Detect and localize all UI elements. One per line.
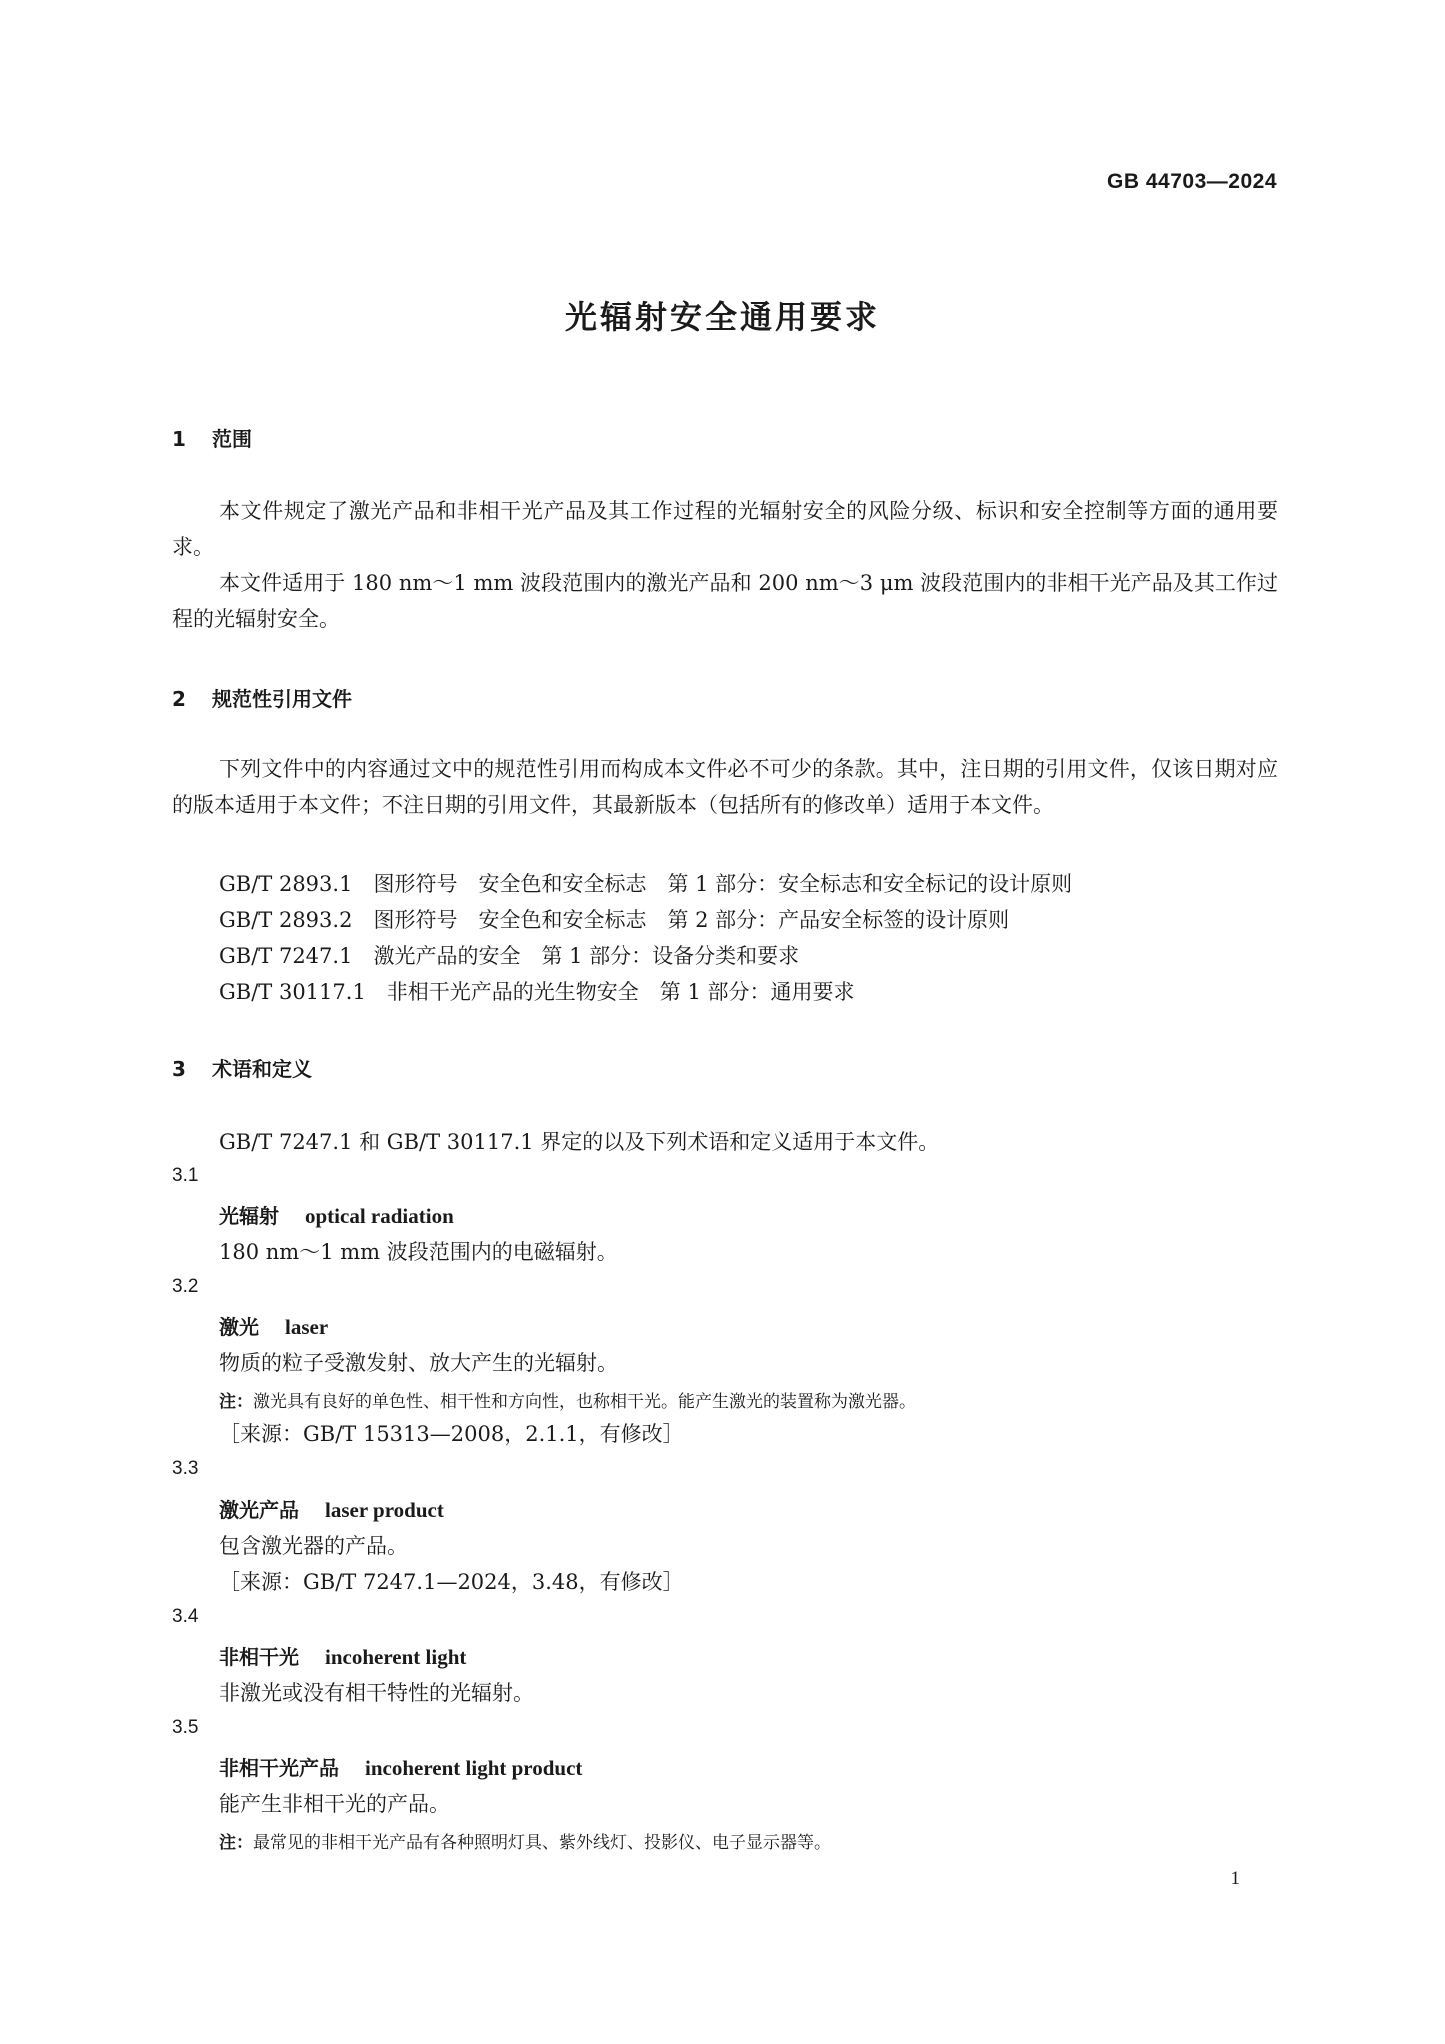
term-name-zh: 非相干光 xyxy=(219,1645,299,1669)
term-name-zh: 激光 xyxy=(219,1315,259,1339)
note-text: 最常见的非相干光产品有各种照明灯具、紫外线灯、投影仪、电子显示器等。 xyxy=(253,1833,831,1853)
term-definition: 非激光或没有相干特性的光辐射。 xyxy=(219,1681,534,1705)
term-number: 3.2 xyxy=(172,1276,199,1297)
section-3-intro: GB/T 7247.1 和 GB/T 30117.1 界定的以及下列术语和定义适用于本文件。 xyxy=(219,1130,940,1154)
term-name-en: incoherent light product xyxy=(365,1756,583,1780)
term-name-en: optical radiation xyxy=(305,1204,454,1228)
section-2-paragraph-1: 下列文件中的内容通过文中的规范性引用而构成本文件必不可少的条款。其中，注日期的引用文件，仅该日期对应的版本适用于本文件；不注日期的引用文件，其最新版本（包括所有的修改单）适用于本文件。 xyxy=(172,757,1278,817)
section-1-paragraph-1: 本文件规定了激光产品和非相干光产品及其工作过程的光辐射安全的风险分级、标识和安全控制等方面的通用要求。 xyxy=(172,499,1278,559)
term-name xyxy=(219,1641,466,1670)
term-name-en: laser product xyxy=(325,1498,444,1522)
section-2-heading xyxy=(172,683,352,712)
normative-reference: GB/T 2893.2 图形符号 安全色和安全标志 第 2 部分：产品安全标签的设计原则 xyxy=(219,908,1010,932)
note-text: 激光具有良好的单色性、相干性和方向性，也称相干光。能产生激光的装置称为激光器。 xyxy=(253,1392,916,1412)
term-name-en: incoherent light xyxy=(325,1645,467,1669)
normative-reference: GB/T 30117.1 非相干光产品的光生物安全 第 1 部分：通用要求 xyxy=(219,980,855,1004)
term-name xyxy=(219,1311,328,1340)
term-name xyxy=(219,1752,582,1781)
term-definition: 包含激光器的产品。 xyxy=(219,1534,408,1558)
section-3-heading xyxy=(172,1053,312,1082)
term-name xyxy=(219,1200,454,1229)
term-name-zh: 光辐射 xyxy=(219,1204,279,1228)
section-1-heading xyxy=(172,423,252,452)
page-number: 1 xyxy=(1230,1868,1240,1889)
section-title: 术语和定义 xyxy=(212,1057,312,1081)
section-1-paragraph-2: 本文件适用于 180 nm～1 mm 波段范围内的激光产品和 200 nm～3 μm 波段范围内的非相干光产品及其工作过程的光辐射安全。 xyxy=(172,571,1278,631)
term-name-en: laser xyxy=(285,1315,329,1339)
term-note xyxy=(219,1387,916,1412)
term-name-zh: 非相干光产品 xyxy=(219,1756,339,1780)
section-number: 3 xyxy=(172,1057,186,1081)
standard-id: GB 44703—2024 xyxy=(1107,170,1277,193)
term-definition: 物质的粒子受激发射、放大产生的光辐射。 xyxy=(219,1351,618,1375)
term-name xyxy=(219,1494,444,1523)
term-number: 3.4 xyxy=(172,1606,199,1627)
term-definition: 能产生非相干光的产品。 xyxy=(219,1792,450,1816)
note-label: 注： xyxy=(219,1833,253,1853)
section-number: 2 xyxy=(172,687,186,711)
normative-reference: GB/T 7247.1 激光产品的安全 第 1 部分：设备分类和要求 xyxy=(219,944,800,968)
term-note xyxy=(219,1828,831,1853)
term-definition: 180 nm～1 mm 波段范围内的电磁辐射。 xyxy=(219,1240,618,1264)
term-source: ［来源：GB/T 15313—2008，2.1.1，有修改］ xyxy=(219,1422,684,1446)
term-number: 3.5 xyxy=(172,1717,199,1738)
normative-reference: GB/T 2893.1 图形符号 安全色和安全标志 第 1 部分：安全标志和安全标记的设计原则 xyxy=(219,872,1073,896)
note-label: 注： xyxy=(219,1392,253,1412)
document-title: 光辐射安全通用要求 xyxy=(564,298,880,336)
term-source: ［来源：GB/T 7247.1—2024，3.48，有修改］ xyxy=(219,1570,684,1594)
term-name-zh: 激光产品 xyxy=(219,1498,299,1522)
section-number: 1 xyxy=(172,427,186,451)
term-number: 3.3 xyxy=(172,1458,199,1479)
section-title: 范围 xyxy=(212,427,252,451)
section-title: 规范性引用文件 xyxy=(212,687,352,711)
term-number: 3.1 xyxy=(172,1165,199,1186)
